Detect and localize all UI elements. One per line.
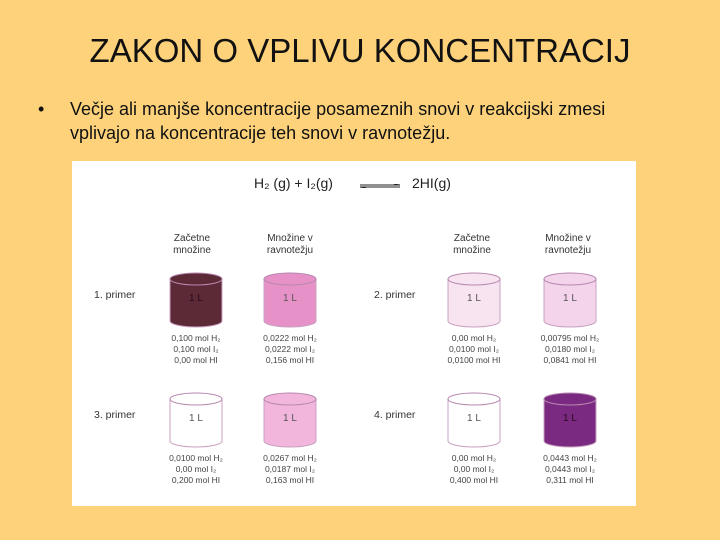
quantity-line: 0,100 mol H₂ bbox=[171, 333, 221, 343]
beaker-rim bbox=[448, 273, 500, 285]
quantity-line: 0,00 mol HI bbox=[174, 355, 218, 365]
beaker-equilibrium bbox=[262, 271, 318, 329]
header-initial-left bbox=[152, 233, 232, 257]
beaker-volume-label: 1 L bbox=[467, 413, 481, 424]
quantity-line: 0,0443 mol I₂ bbox=[544, 464, 596, 474]
bullet-text: Večje ali manjše koncentracije posameznih snovi v reakcijski zmesi vplivajo na koncentracije teh snovi v ravnotežju. bbox=[70, 99, 606, 143]
quantity-line: 0,0180 mol I₂ bbox=[544, 344, 596, 354]
quantity-line: 0,0100 mol H₂ bbox=[169, 453, 223, 463]
quantity-list bbox=[156, 333, 236, 366]
quantity-line: 0,00 mol H₂ bbox=[451, 333, 497, 343]
header-equilibrium-left bbox=[250, 233, 330, 257]
example-label: 2. primer bbox=[374, 289, 416, 301]
header-line: Množine v bbox=[545, 233, 591, 244]
header-equilibrium-right bbox=[528, 233, 608, 257]
header-line: Množine v bbox=[267, 233, 313, 244]
example-label: 4. primer bbox=[374, 409, 416, 421]
header-line: množine bbox=[173, 245, 211, 256]
quantity-line: 0,0100 mol I₂ bbox=[448, 344, 500, 354]
quantity-line: 0,0222 mol H₂ bbox=[263, 333, 317, 343]
beaker-equilibrium bbox=[542, 391, 598, 449]
beaker-volume-label: 1 L bbox=[189, 293, 203, 304]
beaker-equilibrium bbox=[262, 391, 318, 449]
quantity-list bbox=[434, 333, 514, 366]
quantity-line: 0,0187 mol I₂ bbox=[264, 464, 316, 474]
beaker-rim bbox=[170, 273, 222, 285]
beaker-volume-label: 1 L bbox=[563, 413, 577, 424]
beaker-initial bbox=[168, 271, 224, 329]
beaker-volume-label: 1 L bbox=[563, 293, 577, 304]
beaker-initial bbox=[446, 391, 502, 449]
equilibrium-arrow-icon bbox=[358, 184, 402, 188]
beaker-initial bbox=[168, 391, 224, 449]
bullet-symbol: • bbox=[38, 99, 45, 119]
beaker-rim bbox=[170, 393, 222, 405]
beaker-rim bbox=[448, 393, 500, 405]
quantity-list bbox=[530, 333, 610, 366]
quantity-line: 0,00 mol I₂ bbox=[453, 464, 495, 474]
equilibrium-figure bbox=[72, 161, 636, 506]
beaker-rim bbox=[544, 273, 596, 285]
equation-reactants: H₂ (g) + I₂(g) bbox=[254, 175, 333, 191]
quantity-line: 0,163 mol HI bbox=[265, 475, 315, 485]
header-initial-right bbox=[432, 233, 512, 257]
header-line: množine bbox=[453, 245, 491, 256]
header-line: ravnotežju bbox=[266, 245, 314, 256]
quantity-list bbox=[530, 453, 610, 486]
quantity-line: 0,400 mol HI bbox=[449, 475, 499, 485]
beaker-volume-label: 1 L bbox=[189, 413, 203, 424]
quantity-line: 0,0100 mol HI bbox=[447, 355, 501, 365]
quantity-line: 0,0222 mol I₂ bbox=[264, 344, 316, 354]
quantity-line: 0,0841 mol HI bbox=[543, 355, 597, 365]
quantity-list bbox=[250, 453, 330, 486]
beaker-rim bbox=[544, 393, 596, 405]
quantity-list bbox=[156, 453, 236, 486]
beaker-volume-label: 1 L bbox=[283, 413, 297, 424]
header-line: ravnotežju bbox=[544, 245, 592, 256]
quantity-line: 0,0443 mol H₂ bbox=[543, 453, 597, 463]
quantity-list bbox=[250, 333, 330, 366]
quantity-line: 0,311 mol HI bbox=[546, 475, 594, 485]
example-label: 3. primer bbox=[94, 409, 136, 421]
beaker-equilibrium bbox=[542, 271, 598, 329]
beaker-rim bbox=[264, 273, 316, 285]
quantity-line: 0,00795 mol H₂ bbox=[540, 333, 600, 343]
equation-products: 2HI(g) bbox=[412, 175, 451, 191]
quantity-line: 0,0267 mol H₂ bbox=[263, 453, 317, 463]
quantity-line: 0,100 mol I₂ bbox=[173, 344, 219, 354]
beaker-initial bbox=[446, 271, 502, 329]
header-line: Začetne bbox=[453, 233, 491, 244]
quantity-line: 0,200 mol HI bbox=[171, 475, 221, 485]
quantity-line: 0,00 mol I₂ bbox=[175, 464, 217, 474]
example-label: 1. primer bbox=[94, 289, 136, 301]
beaker-volume-label: 1 L bbox=[467, 293, 481, 304]
slide-title: ZAKON O VPLIVU KONCENTRACIJ bbox=[89, 32, 631, 69]
quantity-list bbox=[434, 453, 514, 486]
quantity-line: 0,156 mol HI bbox=[265, 355, 315, 365]
quantity-line: 0,00 mol H₂ bbox=[451, 453, 497, 463]
header-line: Začetne bbox=[173, 233, 211, 244]
beaker-volume-label: 1 L bbox=[283, 293, 297, 304]
beaker-rim bbox=[264, 393, 316, 405]
